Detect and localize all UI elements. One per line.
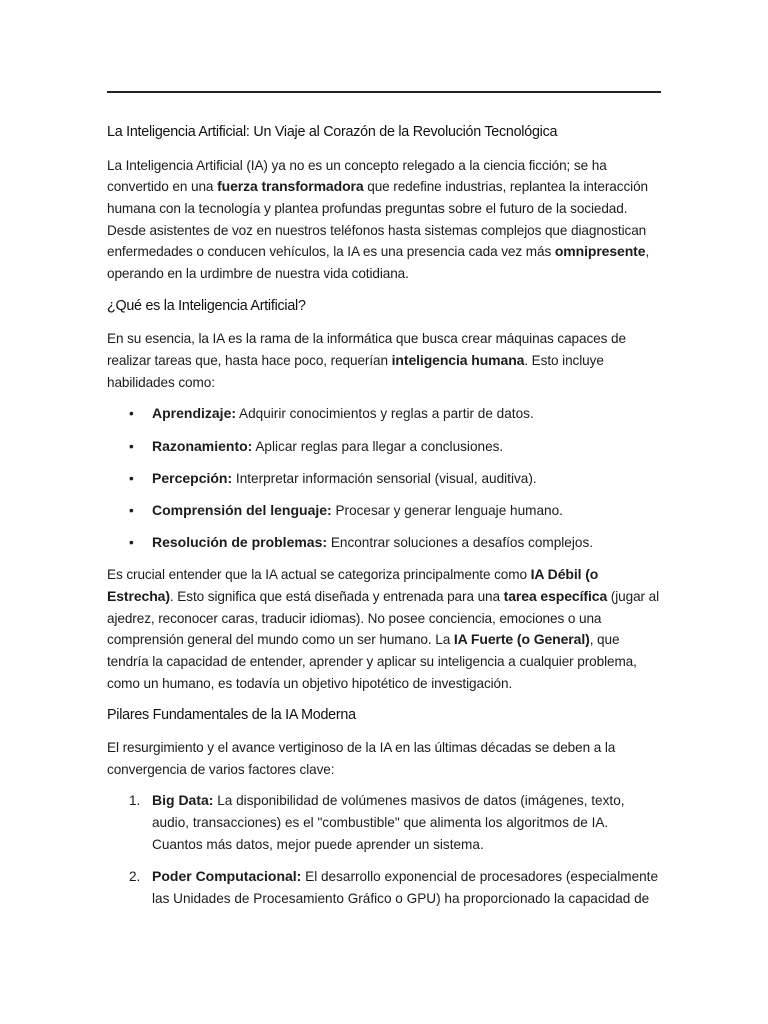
intro-text-2: que redefine industrias, replantea la interacción humana con la tecnología y plantea profundas preguntas sobre el futuro de la sociedad. Desde asistentes de voz en nuestros teléfonos hasta sistemas complejos que diagnostican enfermedades o conducen vehículos, la IA es una presencia cada vez más [107,179,648,260]
bullet-icon: • [129,502,134,518]
list-item-text: Procesar y generar lenguaje humano. [331,502,563,518]
definition-text-2: . Esto incluye habilidades como: [107,352,604,390]
list-item-term: Poder Computacional: [152,868,302,885]
bullet-icon: • [129,470,134,486]
list-item [107,790,661,855]
skills-list [107,403,661,554]
list-item-text: Interpretar información sensorial (visual, auditiva). [232,470,537,486]
weak-text-1: Es crucial entender que la IA actual se categoriza principalmente como [107,567,531,583]
list-item-term: Aprendizaje: [152,405,237,422]
document-title: La Inteligencia Artificial: Un Viaje al Corazón de la Revolución Tecnológica [107,124,558,140]
pillars-intro-paragraph: El resurgimiento y el avance vertiginoso de la IA en las últimas décadas se deben a la convergencia de varios factores clave: [107,740,616,777]
intro-text-1: La Inteligencia Artificial (IA) ya no es un concepto relegado a la ciencia ficción; se ha convertido en una [107,157,607,195]
weak-bold-3: IA Fuerte (o General) [453,631,590,648]
list-item-number: 1. [129,793,141,809]
list-item-text: Adquirir conocimientos y reglas a partir de datos. [236,406,534,422]
list-item [107,866,661,909]
list-item-term: Percepción: [152,469,233,486]
list-item [107,468,661,490]
list-item-number: 2. [129,869,141,885]
weak-text-2: . Esto significa que está diseñada y entrenada para una [169,589,504,605]
list-item-text: El desarrollo exponencial de procesadores (especialmente las Unidades de Procesamiento Gráfico o GPU) ha proporcionado la capacidad de [152,869,659,906]
list-item-text: Aplicar reglas para llegar a conclusiones. [252,438,504,454]
list-item-text: La disponibilidad de volúmenes masivos de datos (imágenes, texto, audio, transacciones) es el "combustible" que alimenta los algoritmos de IA. Cuantos más datos, mejor puede aprender un sistema. [152,793,625,852]
bullet-icon: • [129,406,134,422]
pillars-list [107,790,661,909]
weak-strong-ai-paragraph [107,564,661,694]
section-heading-what-is-ai: ¿Qué es la Inteligencia Artificial? [107,297,306,314]
bullet-icon: • [129,438,134,454]
weak-text-3: (jugar al ajedrez, reconocer caras, traducir idiomas). No posee conciencia, emociones o una comprensión general del mundo como un ser humano. La [107,589,660,648]
intro-bold-1: fuerza transformadora [217,178,364,195]
list-item-term: Big Data: [152,792,214,809]
list-item-text: Encontrar soluciones a desafíos complejos. [327,535,594,551]
section-heading-pillars: Pilares Fundamentales de la IA Moderna [107,706,356,723]
intro-paragraph [107,155,661,285]
top-rule [107,91,661,93]
list-item-term: Comprensión del lenguaje: [152,501,332,518]
list-item-term: Razonamiento: [152,437,253,454]
intro-bold-2: omnipresente [554,243,646,260]
list-item [107,500,661,522]
weak-bold-2: tarea específica [503,588,608,605]
bullet-icon: • [129,535,134,551]
weak-text-4: , que tendría la capacidad de entender, aprender y aplicar su inteligencia a cualquier problema, como un humano, es todavía un objetivo hipotético de investigación. [107,632,637,691]
definition-text-1: En su esencia, la IA es la rama de la informática que busca crear máquinas capaces de realizar tareas que, hasta hace poco, requerían [107,331,626,368]
definition-bold-1: inteligencia humana [391,351,525,368]
list-item-term: Resolución de problemas: [152,534,328,551]
list-item [107,403,661,425]
intro-text-3: , operando en la urdimbre de nuestra vida cotidiana. [107,244,650,282]
document-body [107,122,661,920]
definition-paragraph [107,328,661,393]
weak-bold-1: IA Débil (o Estrecha) [107,566,599,605]
list-item [107,532,661,554]
list-item [107,436,661,458]
